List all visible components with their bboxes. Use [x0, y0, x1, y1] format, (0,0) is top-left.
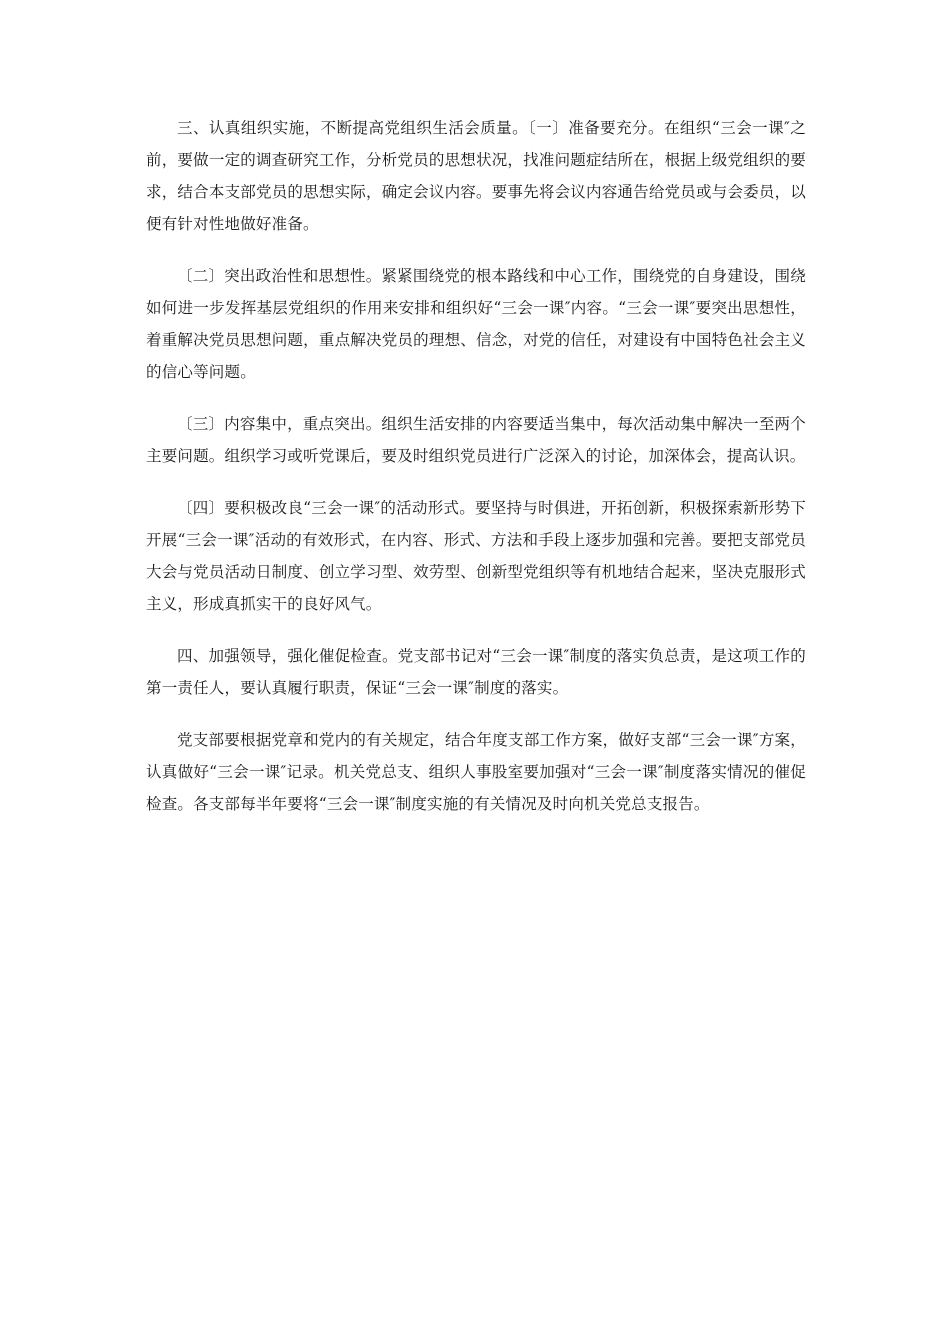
- paragraph-item-two: 〔二〕突出政治性和思想性。紧紧围绕党的根本路线和中心工作，围绕党的自身建设，围绕如何进一步发挥基层党组织的作用来安排和组织好“三会一课″内容。“三会一课″要突出思想性，着重解决党员思想问题，重点解决党员的理想、信念，对党的信任，对建设有中国特色社会主义的信心等问题。: [146, 267, 806, 381]
- document-body: [146, 112, 806, 840]
- paragraph-section-three: 三、认真组织实施，不断提高党组织生活会质量。〔一〕准备要充分。在组织“三会一课″之前，要做一定的调查研究工作，分析党员的思想状况，找准问题症结所在，根据上级党组织的要求，结合本支部党员的思想实际，确定会议内容。要事先将会议内容通告给党员或与会委员，以便有针对性地做好准备。: [146, 119, 806, 233]
- paragraph-item-four: 〔四〕要积极改良“三会一课″的活动形式。要坚持与时俱进，开拓创新，积极探索新形势下开展“三会一课″活动的有效形式，在内容、形式、方法和手段上逐步加强和完善。要把支部党员大会与党员活动日制度、创立学习型、效劳型、创新型党组织等有机地结合起来，坚决克服形式主义，形成真抓实干的良好风气。: [146, 499, 806, 613]
- paragraph-closing: 党支部要根据党章和党内的有关规定，结合年度支部工作方案，做好支部“三会一课″方案，认真做好“三会一课″记录。机关党总支、组织人事股室要加强对“三会一课″制度落实情况的催促检查。各支部每半年要将“三会一课″制度实施的有关情况及时向机关党总支报告。: [146, 731, 806, 813]
- paragraph-item-three: 〔三〕内容集中，重点突出。组织生活安排的内容要适当集中，每次活动集中解决一至两个主要问题。组织学习或听党课后，要及时组织党员进行广泛深入的讨论，加深体会，提高认识。: [146, 415, 806, 465]
- paragraph-section-four: 四、加强领导，强化催促检查。党支部书记对“三会一课″制度的落实负总责，是这项工作的第一责任人，要认真履行职责，保证“三会一课″制度的落实。: [146, 647, 806, 697]
